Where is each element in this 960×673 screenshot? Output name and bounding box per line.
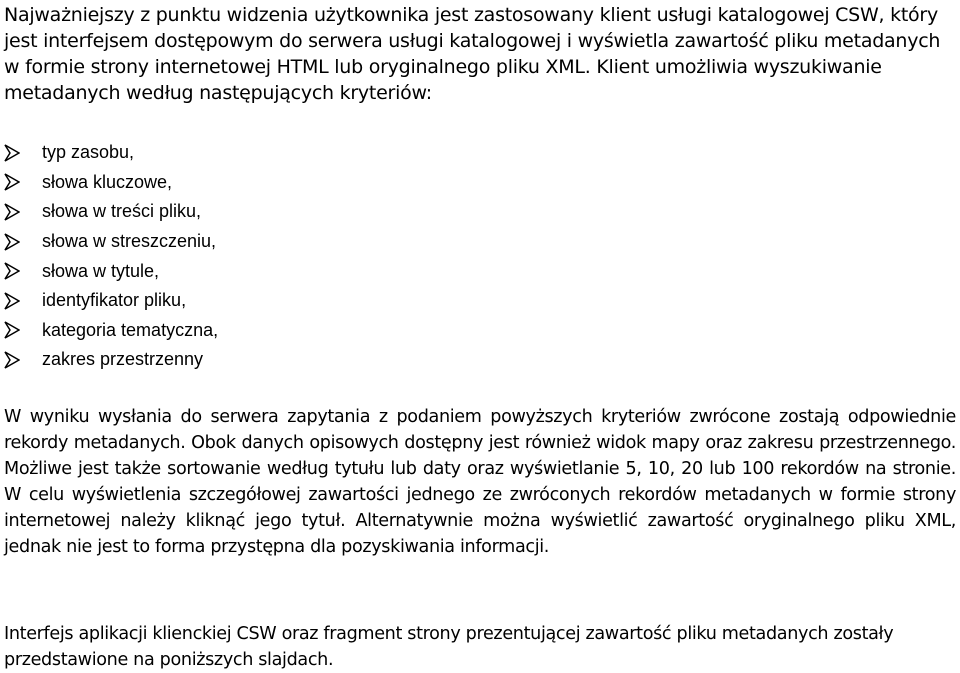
criteria-label: zakres przestrzenny [42, 349, 204, 370]
criteria-label: słowa w streszczeniu, [42, 231, 217, 252]
criteria-label: słowa kluczowe, [42, 171, 173, 192]
criteria-label: kategoria tematyczna, [42, 319, 219, 340]
results-paragraph: W wyniku wysłania do serwera zapytania z podaniem powyższych kryteriów zwrócone zostają odpowiednie rekordy metadanych. Obok danych opisowych dostępny jest również widok mapy oraz zakresu przestrzennego. Możliwe jest także sortowanie według tytułu lub daty oraz wyświetlanie 5, 10, 20 lub 100 rekordów na stronie. W celu wyświetlenia szczegółowej zawartości jednego ze zwróconych rekordów metadanych w formie strony internetowej należy kliknąć jego tytuł. Alternatywnie można wyświetlić zawartość oryginalnego pliku XML, jednak nie jest to forma przystępna dla pozyskiwania informacji. [4, 407, 956, 557]
criteria-list [4, 138, 218, 375]
arrowhead-bullet-icon [4, 233, 42, 251]
list-item [4, 197, 218, 227]
criteria-label: identyfikator pliku, [42, 290, 187, 311]
intro-paragraph: Najważniejszy z punktu widzenia użytkownika jest zastosowany klient usługi katalogowej CSW, który jest interfejsem dostępowym do serwera usługi katalogowej i wyświetla zawartość pliku metadanych w formie strony internetowej HTML lub oryginalnego pliku XML. Klient umożliwia wyszukiwanie metadanych według następujących kryteriów: [4, 4, 941, 104]
arrowhead-bullet-icon [4, 144, 42, 162]
list-item [4, 168, 218, 198]
list-item [4, 256, 218, 286]
list-item [4, 286, 218, 316]
arrowhead-bullet-icon [4, 321, 42, 339]
list-item [4, 316, 218, 346]
arrowhead-bullet-icon [4, 262, 42, 280]
list-item [4, 138, 218, 168]
criteria-label: słowa w tytule, [42, 260, 160, 281]
arrowhead-bullet-icon [4, 292, 42, 310]
criteria-label: słowa w treści pliku, [42, 201, 202, 222]
closing-paragraph: Interfejs aplikacji klienckiej CSW oraz fragment strony prezentującej zawartość pliku metadanych zostały przedstawione na poniższych slajdach. [4, 624, 894, 670]
list-item [4, 345, 218, 375]
arrowhead-bullet-icon [4, 351, 42, 369]
criteria-label: typ zasobu, [42, 142, 135, 163]
arrowhead-bullet-icon [4, 173, 42, 191]
list-item [4, 227, 218, 257]
arrowhead-bullet-icon [4, 203, 42, 221]
